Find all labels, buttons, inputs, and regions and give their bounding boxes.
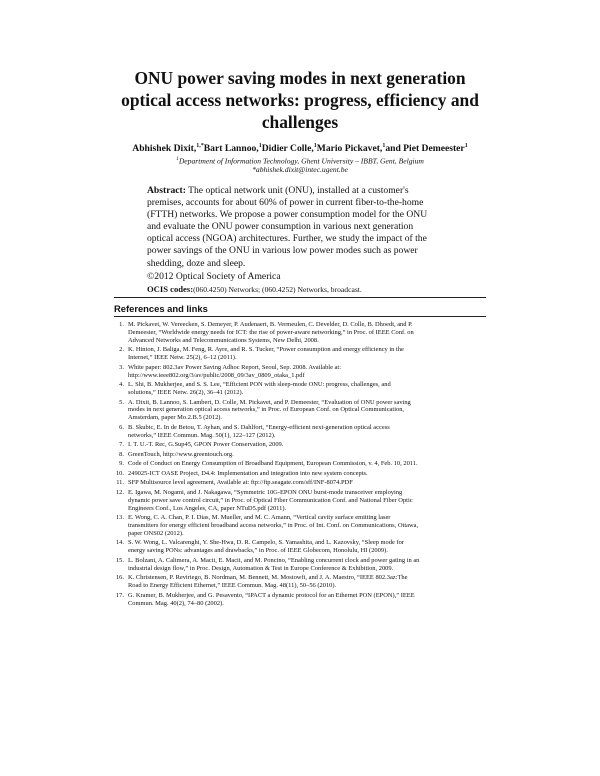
reference-line: networks,” IEEE Commun. Mag. 50(1), 122–127 (2012). <box>128 431 276 439</box>
reference-item <box>114 399 486 423</box>
reference-item <box>114 364 486 380</box>
reference-number: 5. <box>119 398 124 406</box>
abstract-line <box>147 185 453 197</box>
reference-number: 17. <box>115 591 124 599</box>
ocis-label: OCIS codes: <box>147 284 194 294</box>
reference-number: 13. <box>115 514 124 522</box>
reference-number: 12. <box>115 488 124 496</box>
reference-line: Demeester, “Worldwide energy needs for ICT: the rise of power-aware networking,” in Proc. of IEEE Conf. on <box>128 328 414 336</box>
author-sup: 1 <box>464 143 468 149</box>
reference-line: industrial design flow,” in Proc. Design, Automation & Test in Europe Conference & Exhibition, 2009. <box>128 564 394 572</box>
title-line: ONU power saving modes in next generation <box>134 68 466 88</box>
reference-number: 9. <box>119 460 124 468</box>
reference-item <box>114 574 486 590</box>
author-name: Bart Lannoo, <box>203 143 259 155</box>
abstract-line: and evaluate the ONU power consumption in various next generation <box>147 221 414 233</box>
reference-item <box>114 346 486 362</box>
reference-number: 16. <box>115 574 124 582</box>
author-name: Didier Colle, <box>261 143 314 155</box>
title-line: optical access networks: progress, efficiency and <box>121 90 479 110</box>
reference-item <box>114 381 486 397</box>
reference-item <box>114 441 486 449</box>
reference-number: 2. <box>119 346 124 354</box>
reference-line: Commun. Mag. 40(2), 74–80 (2002). <box>128 599 224 607</box>
copyright-notice: ©2012 Optical Society of America <box>147 271 281 282</box>
reference-number: 4. <box>119 381 124 389</box>
author-sup: 1 <box>382 143 386 149</box>
paper-title <box>70 67 530 133</box>
ocis-text: (060.4250) Networks; (060.4252) Networks, broadcast. <box>193 285 362 294</box>
author-name: Mario Pickavet, <box>316 143 383 155</box>
ocis-codes <box>147 284 362 295</box>
references-heading: References and links <box>114 303 208 314</box>
reference-number: 14. <box>115 539 124 547</box>
reference-item <box>114 592 486 608</box>
reference-item <box>114 489 486 513</box>
divider <box>114 297 486 298</box>
reference-line: L. Shi, B. Mukherjee, and S. S. Lee, “Efficient PON with sleep-mode ONU: progress, challenges, and <box>128 381 391 389</box>
reference-item <box>114 557 486 573</box>
reference-line: Engineers Conf., Los Angeles, CA, paper NTuD5.pdf (2011). <box>128 504 287 512</box>
abstract-line: optical access (NGOA) architectures. Further, we study the impact of the <box>147 233 427 245</box>
reference-line: http://www.ieee802.org/3/av/public/2008_09/3av_0809_otaka_1.pdf <box>128 371 305 379</box>
reference-item <box>114 470 486 478</box>
reference-line: I. T. U.-T. Rec, G.Sup45, GPON Power Conservation, 2009. <box>128 441 284 449</box>
reference-number: 1. <box>119 321 124 328</box>
divider <box>114 316 486 317</box>
reference-number: 3. <box>119 363 124 371</box>
reference-line: K. Hinton, J. Baliga, M. Feng, R. Ayre, and R. S. Tucker, “Power consumption and energy efficiency in the <box>128 346 404 354</box>
reference-line: K. Christensen, P. Reviriego, B. Nordman, M. Bennett, M. Mostowfi, and J. A. Maestro, “IEEE 802.3az:The <box>128 574 408 582</box>
reference-line: dynamic power save control circuit,” in Proc. of Optical Fiber Communication Conf. and National Fiber Optic <box>128 496 413 504</box>
reference-line: B. Skubic, E. In de Betou, T. Ayhan, and S. Dahlfort, “Energy-efficient next-generation optical access <box>128 423 390 431</box>
reference-number: 7. <box>119 441 124 449</box>
reference-number: 8. <box>119 450 124 458</box>
reference-line: Code of Conduct on Energy Consumption of Broadband Equipment, European Commission, v. 4, Feb. 10, 2011. <box>128 460 418 468</box>
author-name: and Piet Demeester <box>385 143 465 155</box>
reference-line: 249025-ICT OASE Project, D4.4: Implementation and integration into new system concepts. <box>128 469 368 477</box>
reference-line: G. Kramer, B. Mukherjee, and G. Pesavento, “IPACT a dynamic protocol for an Ethernet PON (EPON),” IEEE <box>128 591 415 599</box>
reference-line: E. Wong, C. A. Chan, P. I. Dias, M. Mueller, and M. C. Amann, “Vertical cavity surface emitting laser <box>128 514 391 522</box>
reference-item <box>114 424 486 440</box>
reference-line: M. Pickavet, W. Vereecken, S. Demeyer, P. Audenaert, B. Vermeulen, C. Develder, D. Colle, B. Dhoedt, and P. <box>128 321 413 328</box>
reference-list <box>114 321 486 609</box>
author-name: Abhishek Dixit, <box>132 143 197 155</box>
reference-line: SFP Multisource level agreement, Available at: ftp://ftp.seagate.com/sff/INF-8074.PDF <box>128 479 353 487</box>
author-sup: 1 <box>258 143 262 149</box>
reference-number: 15. <box>115 556 124 564</box>
reference-line: White paper: 802.3av Power Saving Adhoc Report, Seoul, Sep. 2008. Available at: <box>128 363 341 371</box>
reference-line: E. Igawa, M. Nogami, and J. Nakagawa, “Symmetric 10G-EPON ONU burst-mode transceiver employing <box>128 488 403 496</box>
reference-item <box>114 539 486 555</box>
reference-number: 11. <box>116 479 124 487</box>
reference-item <box>114 514 486 538</box>
reference-line: paper ONS02 (2012). <box>128 529 184 537</box>
author-email: *abhishek.dixit@intec.ugent.be <box>252 165 348 174</box>
reference-item <box>114 479 486 487</box>
abstract-text: The optical network unit (ONU), installed at a customer's <box>188 185 409 196</box>
reference-number: 10. <box>115 469 124 477</box>
reference-line: energy saving PONs: advantages and drawbacks,” in Proc. of IEEE Globecom, Honolulu, HI (2009). <box>128 547 388 555</box>
reference-item <box>114 460 486 468</box>
reference-line: GreenTouch, http://www.greentouch.org. <box>128 450 234 458</box>
affiliation-sup: 1 <box>176 156 179 162</box>
reference-line: modes in next generation optical access networks,” in Proc. of European Conf. on Optical Communication, <box>128 406 405 414</box>
reference-line: A. Dixit, B. Lannoo, S. Lambert, D. Colle, M. Pickavet, and P. Demeester, “Evaluation of ONU power saving <box>128 398 411 406</box>
abstract-line: premises, accounts for about 60% of power in current fiber-to-the-home <box>147 197 424 209</box>
reference-line: L. Bolzani, A. Calimera, A. Macii, E. Macii, and M. Poncino, “Enabling concurrent clock and power gating in an <box>128 556 420 564</box>
reference-item <box>114 451 486 459</box>
author-sup: 1,* <box>196 143 204 149</box>
affiliation-text: Department of Information Technology, Ghent University – IBBT, Gent, Belgium <box>178 156 424 166</box>
reference-line: Amsterdam, paper Mo.2.B.5 (2012). <box>128 414 223 422</box>
reference-line: Road to Energy Efficient Ethernet,” IEEE Commun. Mag. 48(11), 50–56 (2010). <box>128 582 337 590</box>
author-list <box>70 140 530 155</box>
abstract <box>147 185 453 270</box>
abstract-line: (FTTH) networks. We propose a power consumption model for the ONU <box>147 209 428 221</box>
reference-number: 6. <box>119 423 124 431</box>
reference-line: Internet,” IEEE Netw. 25(2), 6–12 (2011). <box>128 354 237 362</box>
reference-line: transmitters for energy efficient broadband access networks,” in Proc. of Int. Conf. on Communications, Ottawa, <box>128 521 419 529</box>
author-sup: 1 <box>313 143 317 149</box>
reference-line: solutions,” IEEE Netw. 26(2), 36–41 (2012). <box>128 389 244 397</box>
abstract-line: shedding, doze and sleep. <box>147 257 246 269</box>
reference-item <box>114 321 486 345</box>
reference-line: S. W. Wong, L. Valcarenghi, Y. She-Hwa, D. R. Campelo, S. Yamashita, and L. Kazovsky, “Sleep mode for <box>128 539 404 547</box>
reference-line: Advanced Networks and Telecommunications Systems, New Delhi, 2008. <box>128 336 319 344</box>
abstract-line: power savings of the ONU in various low power modes such as power <box>147 245 418 257</box>
abstract-label: Abstract: <box>147 185 186 196</box>
title-line: challenges <box>261 112 339 132</box>
